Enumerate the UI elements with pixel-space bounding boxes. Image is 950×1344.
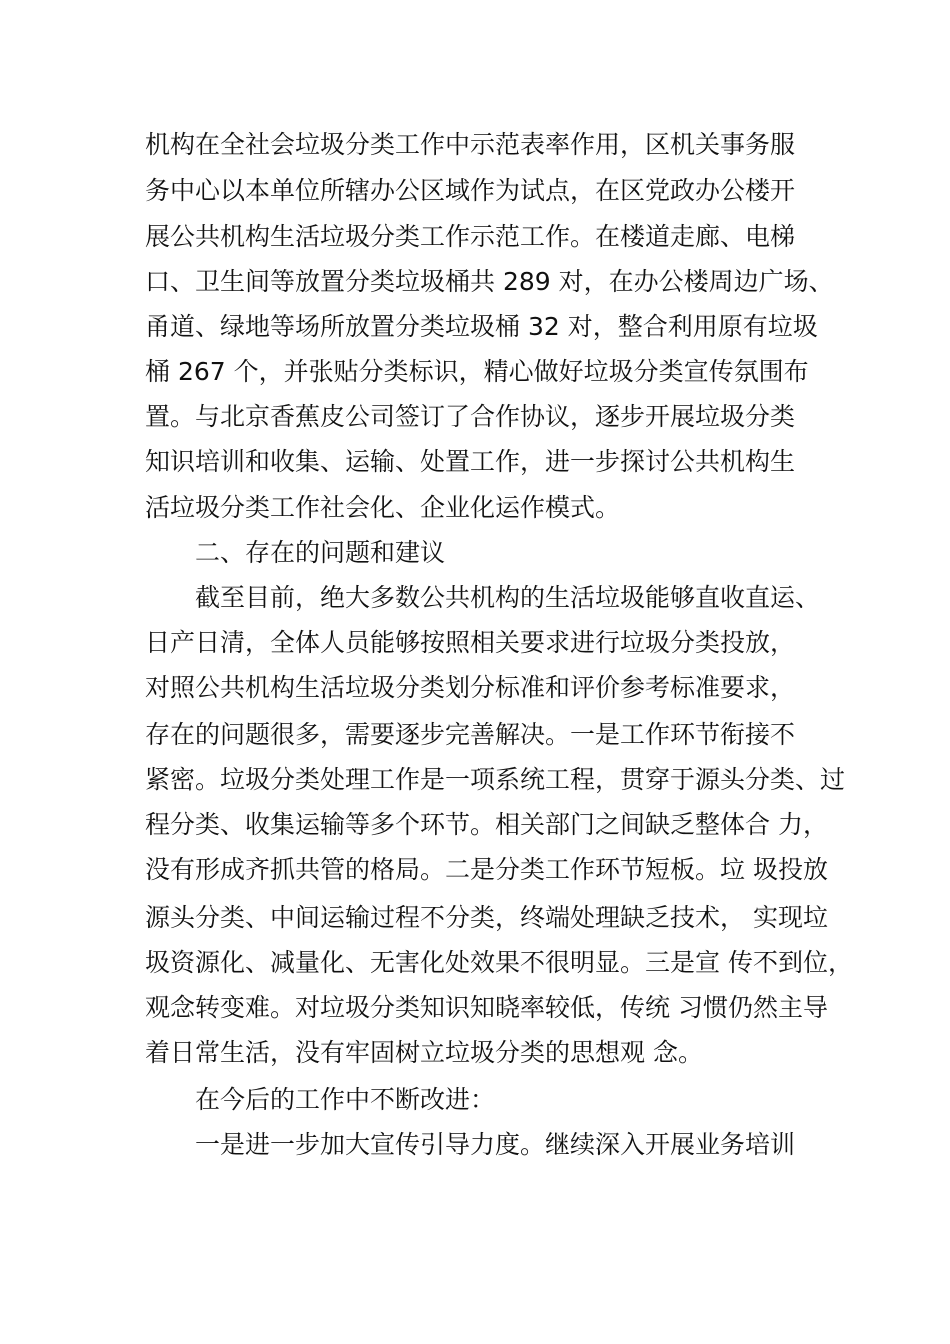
- text-line: 展公共机构生活垃圾分类工作示范工作。在楼道走廊、电梯: [145, 222, 796, 251]
- text-line: 活垃圾分类工作社会化、企业化运作模式。: [145, 493, 621, 522]
- text-line: 紧密。垃圾分类处理工作是一项系统工程，贯穿于源头分类、过: [145, 765, 846, 794]
- text-line: 在今后的工作中不断改进：: [195, 1085, 496, 1114]
- text-line: 日产日清，全体人员能够按照相关要求进行垃圾分类投放，: [145, 628, 796, 657]
- text-line: 截至目前，绝大多数公共机构的生活垃圾能够直收直运、: [195, 583, 821, 612]
- text-line: 桶 267 个，并张贴分类标识，精心做好垃圾分类宣传氛围布: [145, 357, 809, 386]
- text-line: 着日常生活，没有牢固树立垃圾分类的思想观 念。: [145, 1038, 703, 1067]
- text-line: 源头分类、中间运输过程不分类，终端处理缺乏技术， 实现垃: [145, 903, 828, 932]
- text-line: 知识培训和收集、运输、处置工作，进一步探讨公共机构生: [145, 447, 796, 476]
- text-line: 观念转变难。对垃圾分类知识知晓率较低，传统 习惯仍然主导: [145, 993, 828, 1022]
- section-heading: 二、存在的问题和建议: [195, 538, 446, 567]
- text-line: 务中心以本单位所辖办公区域作为试点，在区党政办公楼开: [145, 176, 796, 205]
- text-line: 没有形成齐抓共管的格局。二是分类工作环节短板。垃 圾投放: [145, 855, 828, 884]
- text-line: 甬道、绿地等场所放置分类垃圾桶 32 对，整合利用原有垃圾: [145, 312, 818, 341]
- text-line: 圾资源化、减量化、无害化处效果不很明显。三是宣 传不到位，: [145, 948, 853, 977]
- text-line: 程分类、收集运输等多个环节。相关部门之间缺乏整体合 力，: [145, 810, 828, 839]
- text-line: 一是进一步加大宣传引导力度。继续深入开展业务培训: [195, 1130, 796, 1159]
- text-line: 对照公共机构生活垃圾分类划分标准和评价参考标准要求，: [145, 673, 796, 702]
- text-line: 置。与北京香蕉皮公司签订了合作协议，逐步开展垃圾分类: [145, 402, 796, 431]
- text-line: 机构在全社会垃圾分类工作中示范表率作用，区机关事务服: [145, 130, 796, 159]
- text-line: 存在的问题很多，需要逐步完善解决。一是工作环节衔接不: [145, 720, 796, 749]
- text-line: 口、卫生间等放置分类垃圾桶共 289 对，在办公楼周边广场、: [145, 267, 834, 296]
